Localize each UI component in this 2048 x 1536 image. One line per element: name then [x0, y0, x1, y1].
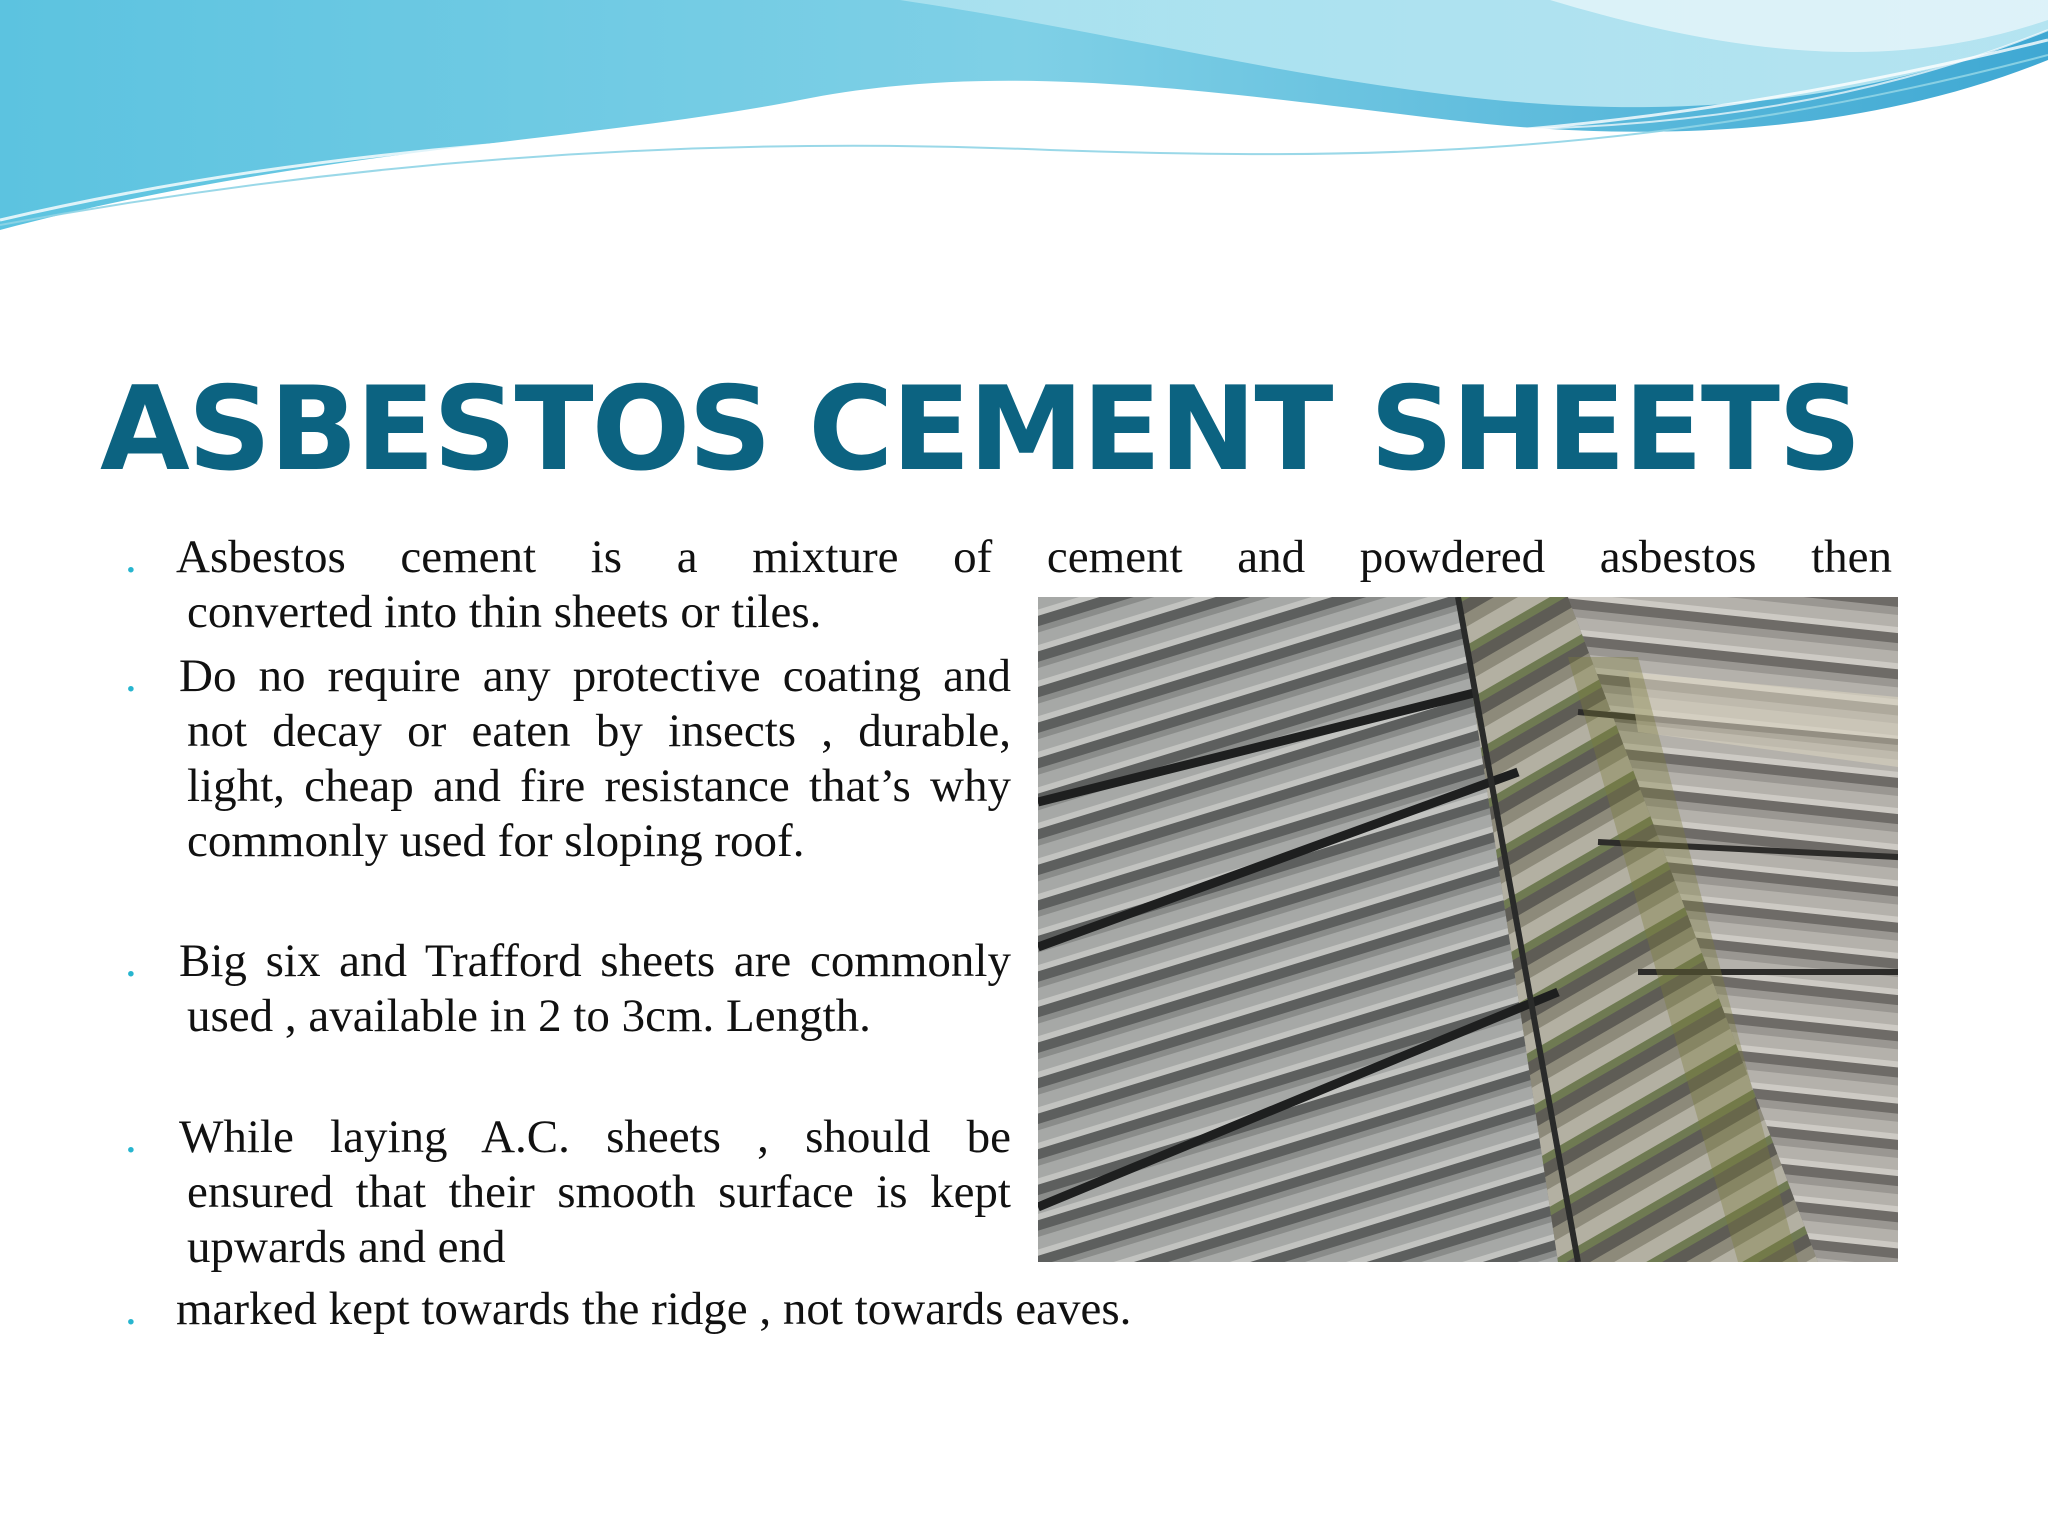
corrugated-roof-photo [1038, 597, 1898, 1262]
bullet-1-continuation: converted into thin sheets or tiles. [187, 586, 822, 638]
bullet-item-2 [125, 649, 1011, 869]
bullet-item-4 [125, 1110, 1011, 1275]
bullet-item-3 [125, 934, 1011, 1044]
bullet-3-text: Big six and Trafford sheets are commonly used , available in 2 to 3cm. Length. [179, 935, 1011, 1042]
bullet-marker: . [125, 935, 137, 987]
wave-header-decoration [0, 0, 2048, 240]
bullet-item-5 [125, 1282, 1476, 1337]
bullet-marker: . [125, 650, 137, 702]
bullet-marker: . [125, 531, 137, 583]
bullet-marker: . [125, 1283, 137, 1335]
bullet-2-text: Do no require any protective coating and not decay or eaten by insects , durable, light, cheap and fire resistance that’s why commonly used for sloping roof. [179, 650, 1011, 867]
bullet-4-text: While laying A.C. sheets , should be ensured that their smooth surface is kept upwards and end [179, 1111, 1011, 1273]
slide-title: ASBESTOS CEMENT SHEETS [100, 362, 1860, 497]
bullet-1-first-line: Asbestos cement is a mixture of cement and powdered asbestos then [176, 531, 1892, 583]
bullet-5-text: marked kept towards the ridge , not towards eaves. [176, 1283, 1132, 1335]
bullet-marker: . [125, 1111, 137, 1163]
